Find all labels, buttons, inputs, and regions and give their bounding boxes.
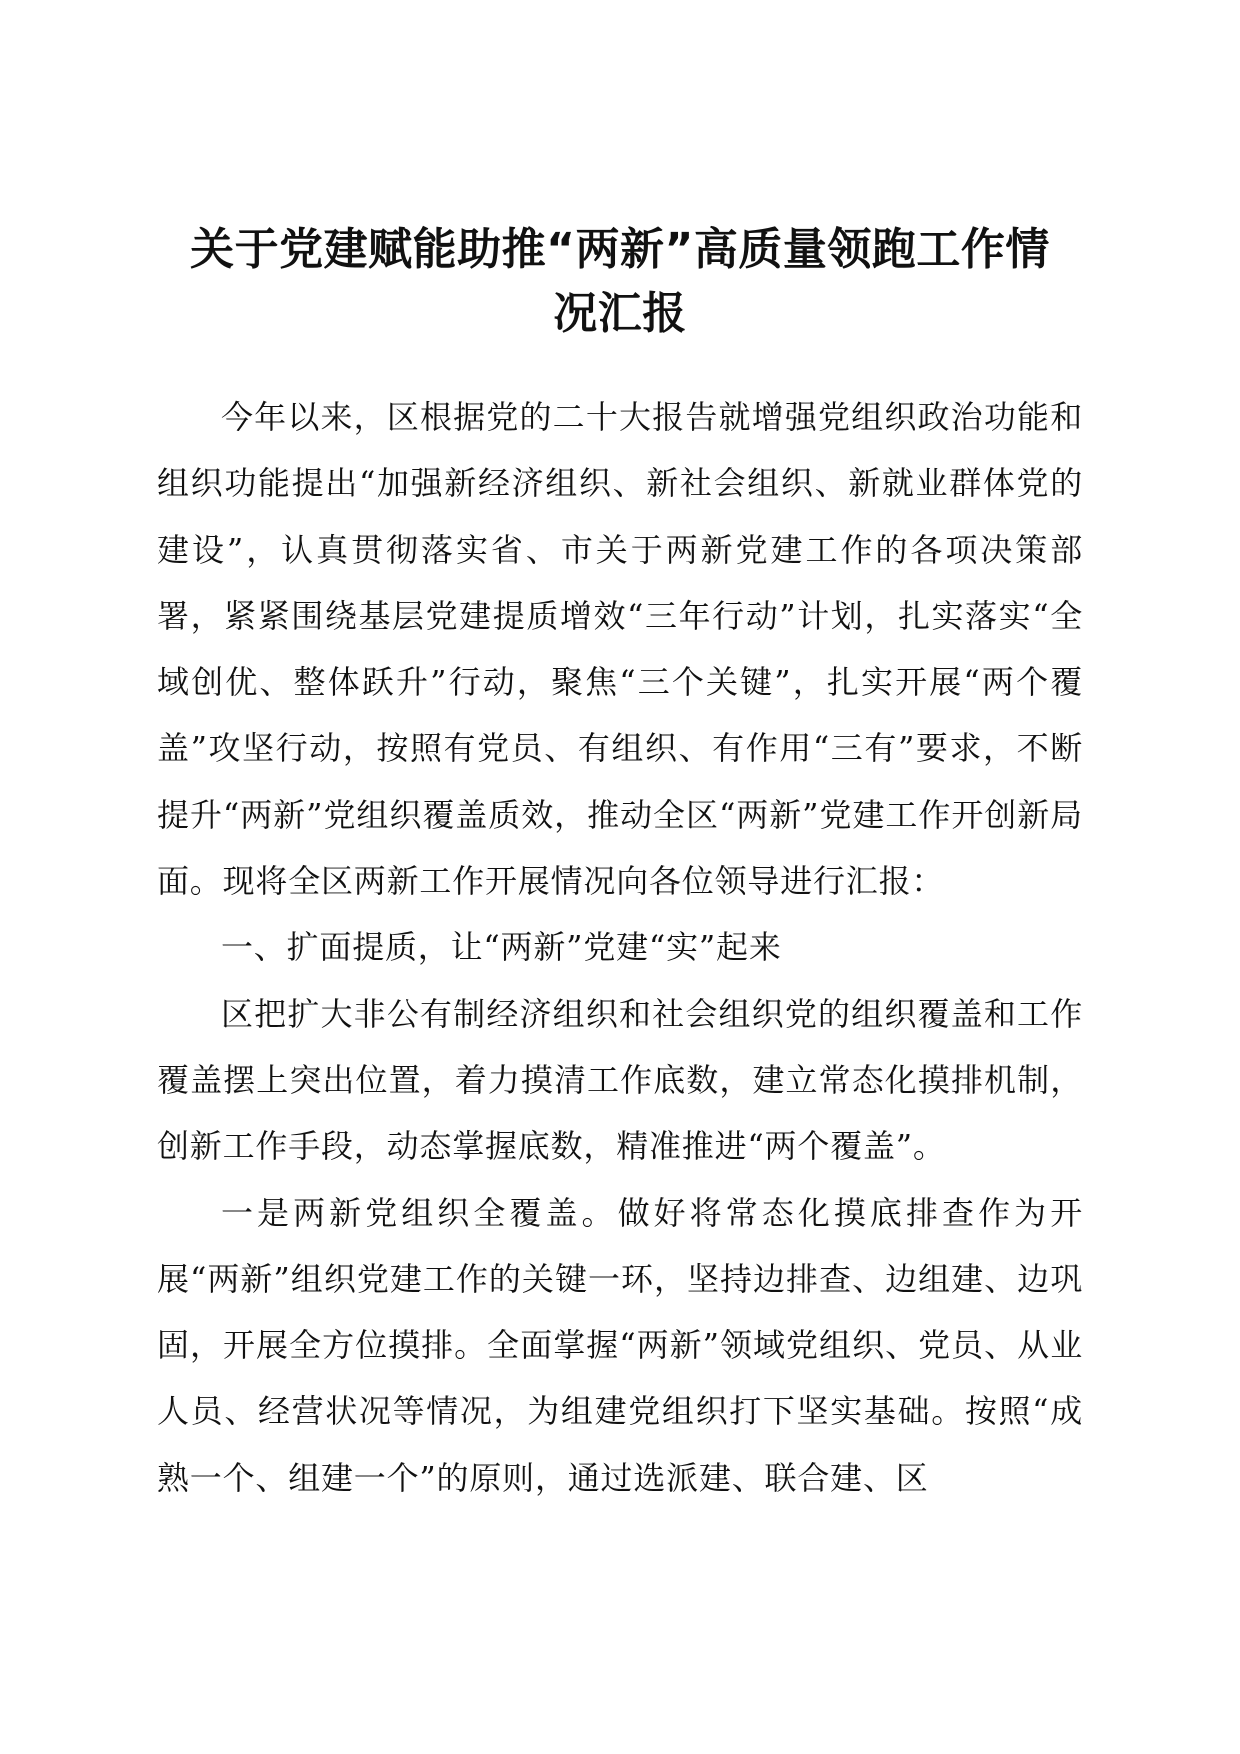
paragraph-point-1: 一是两新党组织全覆盖。做好将常态化摸底排查作为开展“两新”组织党建工作的关键一环，坚持边排查、边组建、边巩固，开展全方位摸排。全面掌握“两新”领域党组织、党员、从业人员、经营状况等情况，为组建党组织打下坚实基础。按照“成熟一个、组建一个”的原则，通过选派建、联合建、区 [157,1193,1083,1497]
title-line: 关于党建赋能助推“两新”高质量领跑工作情 [190,224,1050,275]
document-title [140,218,1100,346]
document-body [157,384,1083,1511]
title-line: 况汇报 [553,288,687,339]
paragraph-section-1: 区把扩大非公有制经济组织和社会组织党的组织覆盖和工作覆盖摆上突出位置，着力摸清工作底数，建立常态化摸排机制，创新工作手段，动态掌握底数，精准推进“两个覆盖”。 [157,994,1083,1166]
section-heading-1: 一、扩面提质，让“两新”党建“实”起来 [221,928,782,967]
paragraph-intro: 今年以来，区根据党的二十大报告就增强党组织政治功能和组织功能提出“加强新经济组织、新社会组织、新就业群体党的建设”，认真贯彻落实省、市关于两新党建工作的各项决策部署，紧紧围绕基层党建提质增效“三年行动”计划，扎实落实“全域创优、整体跃升”行动，聚焦“三个关键”，扎实开展“两个覆盖”攻坚行动，按照有党员、有组织、有作用“三有”要求，不断提升“两新”党组织覆盖质效，推动全区“两新”党建工作开创新局面。现将全区两新工作开展情况向各位领导进行汇报： [157,398,1083,901]
